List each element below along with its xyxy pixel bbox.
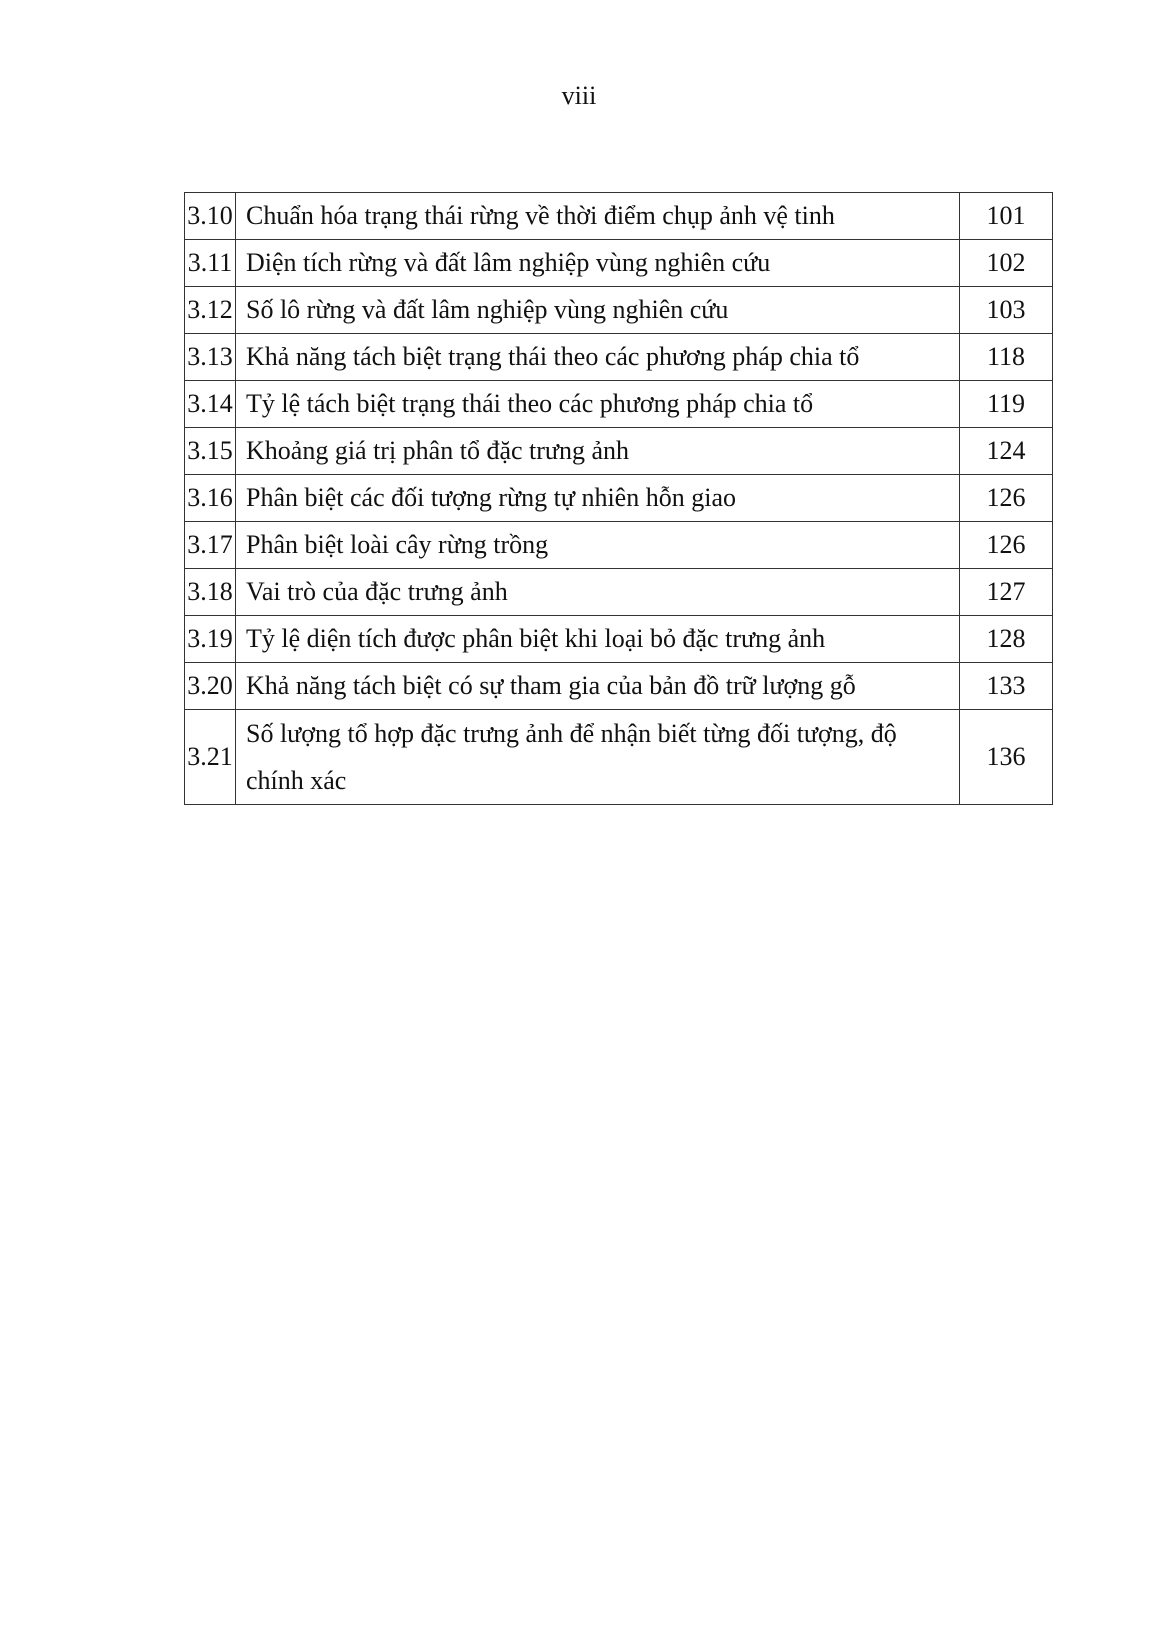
page-reference: 124 (960, 428, 1053, 475)
table-number: 3.17 (185, 522, 236, 569)
page-reference: 119 (960, 381, 1053, 428)
page-reference: 128 (960, 616, 1053, 663)
table-row (185, 381, 1053, 428)
page-reference: 136 (960, 710, 1053, 805)
table-title: Số lô rừng và đất lâm nghiệp vùng nghiên cứu (236, 287, 960, 334)
page-reference: 126 (960, 522, 1053, 569)
table-number: 3.13 (185, 334, 236, 381)
table-number: 3.16 (185, 475, 236, 522)
table-row (185, 710, 1053, 805)
table-title: Khả năng tách biệt có sự tham gia của bản đồ trữ lượng gỗ (236, 663, 960, 710)
table-title: Vai trò của đặc trưng ảnh (236, 569, 960, 616)
table-title: Phân biệt loài cây rừng trồng (236, 522, 960, 569)
table-number: 3.10 (185, 193, 236, 240)
table-title: Khoảng giá trị phân tổ đặc trưng ảnh (236, 428, 960, 475)
table-title: Diện tích rừng và đất lâm nghiệp vùng nghiên cứu (236, 240, 960, 287)
table-number: 3.14 (185, 381, 236, 428)
table-title: Số lượng tổ hợp đặc trưng ảnh để nhận biết từng đối tượng, độ chính xác (236, 710, 960, 805)
table-number: 3.21 (185, 710, 236, 805)
table-row (185, 287, 1053, 334)
page-reference: 127 (960, 569, 1053, 616)
table-row (185, 522, 1053, 569)
table-row (185, 428, 1053, 475)
table-row (185, 663, 1053, 710)
page-reference: 101 (960, 193, 1053, 240)
table-title: Tỷ lệ tách biệt trạng thái theo các phương pháp chia tổ (236, 381, 960, 428)
table-number: 3.18 (185, 569, 236, 616)
page-reference: 126 (960, 475, 1053, 522)
table-title: Khả năng tách biệt trạng thái theo các phương pháp chia tổ (236, 334, 960, 381)
page-reference: 133 (960, 663, 1053, 710)
table-row (185, 334, 1053, 381)
table-row (185, 475, 1053, 522)
table-row (185, 193, 1053, 240)
table-number: 3.15 (185, 428, 236, 475)
table-row (185, 616, 1053, 663)
table-of-contents (184, 192, 1053, 805)
page-reference: 102 (960, 240, 1053, 287)
table-row (185, 240, 1053, 287)
page-number: viii (561, 81, 597, 110)
page-reference: 118 (960, 334, 1053, 381)
table-title: Tỷ lệ diện tích được phân biệt khi loại bỏ đặc trưng ảnh (236, 616, 960, 663)
table-title: Phân biệt các đối tượng rừng tự nhiên hỗn giao (236, 475, 960, 522)
table-row (185, 569, 1053, 616)
table-number: 3.11 (185, 240, 236, 287)
page-reference: 103 (960, 287, 1053, 334)
table-number: 3.19 (185, 616, 236, 663)
table-number: 3.12 (185, 287, 236, 334)
table-number: 3.20 (185, 663, 236, 710)
table-title: Chuẩn hóa trạng thái rừng về thời điểm chụp ảnh vệ tinh (236, 193, 960, 240)
